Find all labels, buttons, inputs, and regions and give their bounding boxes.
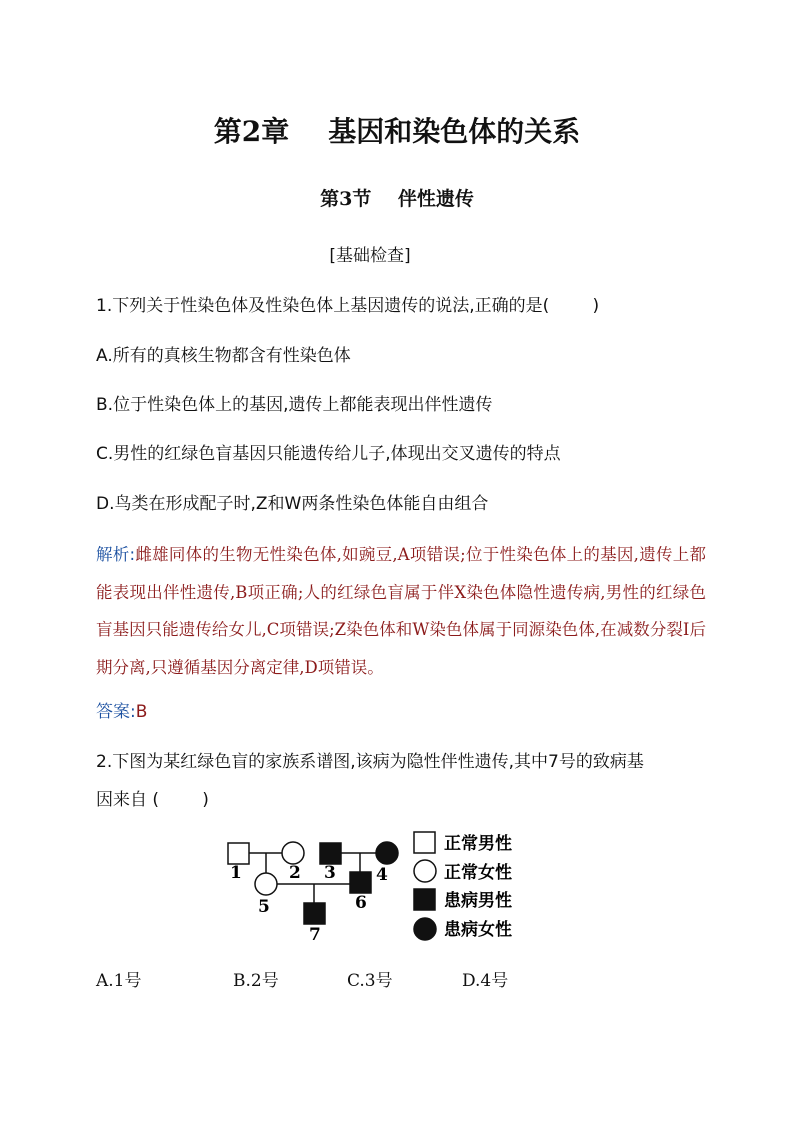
q1-option-c: C.男性的红绿色盲基因只能遗传给儿子,体现出交叉遗传的特点	[96, 444, 561, 464]
legend-normal-male-symbol	[414, 832, 435, 853]
q1-option-d: D.鸟类在形成配子时,Z和W两条性染色体能自由组合	[96, 494, 489, 514]
individual-3-affected-male	[320, 843, 341, 864]
label-5: 5	[258, 897, 270, 917]
legend-affected-male-label: 患病男性	[444, 891, 512, 911]
q2-stem-line2: 因来自 ( )	[96, 790, 209, 810]
q2-option-b: B.2号	[233, 971, 279, 991]
q2-stem-line1: 2.下图为某红绿色盲的家族系谱图,该病为隐性伴性遗传,其中7号的致病基	[96, 752, 644, 772]
pedigree-chart	[220, 825, 530, 950]
label-7: 7	[309, 925, 321, 945]
q1-answer	[96, 697, 147, 722]
individual-1-normal-male	[228, 843, 249, 864]
analysis-label: 解析:	[96, 545, 136, 564]
legend-normal-male-label: 正常男性	[444, 834, 512, 854]
individual-4-affected-female	[376, 842, 398, 864]
label-4: 4	[376, 865, 388, 885]
individual-2-normal-female	[282, 842, 304, 864]
analysis-text: 雌雄同体的生物无性染色体,如豌豆,A项错误;位于性染色体上的基因,遗传上都能表现出伴性遗传,B项正确;人的红绿色盲属于伴X染色体隐性遗传病,男性的红绿色盲基因只能遗传给女儿,C项错误;Z染色体和W染色体属于同源染色体,在减数分裂Ⅰ后期分离,只遵循基因分离定律,D项错误。	[96, 545, 706, 677]
legend-normal-female-symbol	[414, 860, 436, 882]
q2-option-a: A.1号	[96, 971, 142, 991]
legend-affected-male-symbol	[414, 889, 435, 910]
individual-7-affected-male	[304, 903, 325, 924]
q2-option-d: D.4号	[462, 971, 509, 991]
label-6: 6	[355, 893, 367, 913]
label-2: 2	[289, 863, 301, 883]
individual-5-normal-female	[255, 873, 277, 895]
legend-affected-female-symbol	[414, 918, 436, 940]
chapter-title: 第2章 基因和染色体的关系	[213, 115, 581, 148]
section-tag: [基础检查]	[329, 246, 411, 266]
answer-value: B	[135, 702, 148, 722]
q1-option-a: A.所有的真核生物都含有性染色体	[96, 346, 351, 366]
legend-normal-female-label: 正常女性	[444, 863, 512, 883]
q1-stem: 1.下列关于性染色体及性染色体上基因遗传的说法,正确的是( )	[96, 296, 600, 316]
q2-option-c: C.3号	[347, 971, 393, 991]
label-3: 3	[324, 863, 336, 883]
answer-label: 答案:	[96, 702, 136, 722]
q1-option-b: B.位于性染色体上的基因,遗传上都能表现出伴性遗传	[96, 395, 493, 415]
q1-analysis	[96, 536, 706, 686]
section-title: 第3节 伴性遗传	[320, 188, 474, 210]
label-1: 1	[230, 863, 242, 883]
individual-6-affected-male	[350, 872, 371, 893]
legend-affected-female-label: 患病女性	[444, 920, 512, 940]
